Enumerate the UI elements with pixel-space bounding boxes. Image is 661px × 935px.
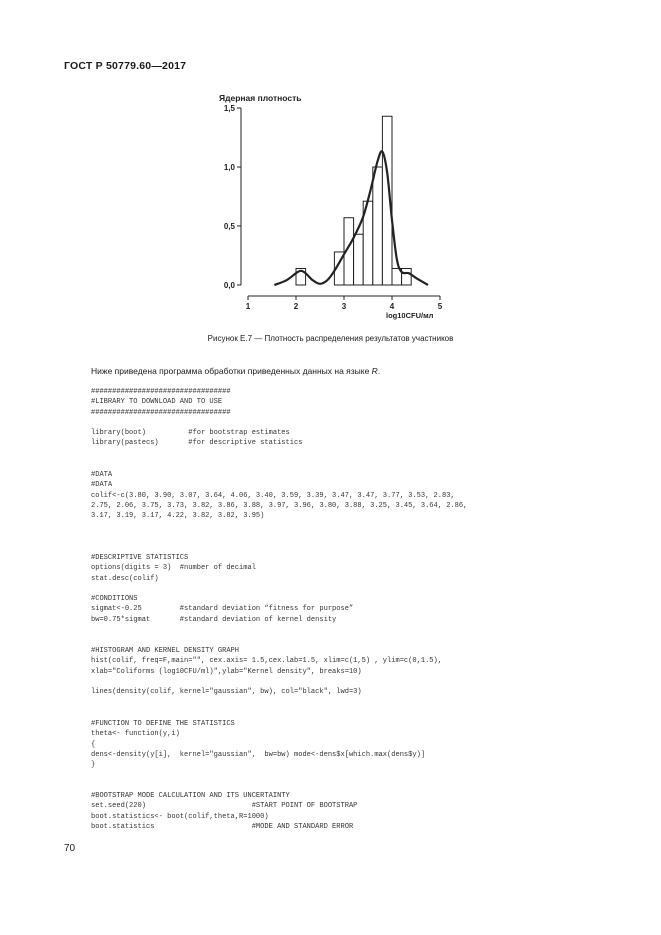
intro-end: . [377,366,381,376]
code-line: #BOOTSTRAP MODE CALCULATION AND ITS UNCERTAINTY [91,792,290,800]
code-line: sigmat<-0.25 #standard deviation “fitness for purpose” [91,605,354,614]
code-line: } [91,761,96,770]
code-block [91,646,442,697]
x-tick-label: 4 [389,302,395,311]
y-tick-label: 1,5 [223,104,235,113]
code-line: bw=0.75*sigmat #standard deviation of kernel density [91,615,337,624]
code-line: boot.statistics<- boot(colif,theta,R=1000) [91,812,269,821]
histogram-bar [373,167,383,285]
code-line [91,677,442,687]
y-tick-label: 0,0 [223,281,235,290]
code-line: #HISTOGRAM AND KERNEL DENSITY GRAPH [91,647,240,655]
code-line: 2.75, 2.06, 3.75, 3.73, 3.82, 3.86, 3.88, 3.97, 3.96, 3.80, 3.88, 3.25, 3.45, 3.64, 2.86, [91,501,468,510]
code-line: #CONDITIONS [91,595,138,604]
code-line: #DATA [91,481,113,490]
code-block [91,387,302,449]
code-block [91,719,425,770]
code-line: hist(colif, freq=F,main="", cex.axis= 1.5,cex.lab=1.5, xlim=c(1,5) , ylim=c(0,1.5), [91,657,442,666]
code-line [91,418,302,428]
code-block [91,791,357,832]
document-header: ГОСТ Р 50779.60—2017 [64,60,187,72]
code-line: library(boot) #for bootstrap estimates [91,429,290,438]
code-line: options(digits = 3) #number of decimal [91,564,256,573]
y-tick-label: 1,0 [223,163,235,172]
code-line: boot.statistics #MODE AND STANDARD ERROR [91,822,354,831]
language-name: R [371,366,378,376]
y-tick-label: 0,5 [223,222,235,231]
intro-paragraph [91,366,380,376]
code-line: { [91,740,96,749]
kernel-density-chart [210,88,450,323]
intro-text: Ниже приведена программа обработки приведенных данных на языке [91,366,372,376]
code-line: #LIBRARY TO DOWNLOAD AND TO USE [91,398,223,407]
histogram-bar [354,234,364,285]
x-tick-label: 2 [293,302,299,311]
code-line: xlab="Coliforms (log10CFU/ml)",ylab="Kernel density", breaks=10) [91,667,362,676]
code-line: dens<-density(y[i], kernel="gaussian", bw=bw) mode<-dens$x[which.max(dens$y)] [91,750,426,759]
code-line: 3.17, 3.19, 3.17, 4.22, 3.82, 3.82, 3.95) [91,512,265,521]
chart-title: Ядерная плотность [219,93,302,103]
code-line: #DATA [91,471,113,479]
code-block [91,553,353,625]
figure-caption: Рисунок Е.7 — Плотность распределения результатов участников [207,334,454,343]
code-line: stat.desc(colif) [91,574,159,583]
code-line: #FUNCTION TO DEFINE THE STATISTICS [91,720,235,728]
code-line: set.seed(220) #START POINT OF BOOTSTRAP [91,802,358,811]
code-line: theta<- function(y,i) [91,730,180,739]
histogram-bar [402,268,412,285]
x-axis-label: log10CFU/мл [386,311,434,320]
x-tick-label: 5 [437,302,443,311]
code-line: ################################# [91,408,231,417]
x-tick-label: 3 [341,302,347,311]
x-tick-label: 1 [245,302,251,311]
code-line [91,584,353,594]
code-line: colif<-c(3.80, 3.90, 3.07, 3.64, 4.06, 3.40, 3.59, 3.39, 3.47, 3.47, 3.77, 3.53, 2.83, [91,491,455,500]
code-line: #DESCRIPTIVE STATISTICS [91,554,189,562]
page-number: 70 [64,843,76,854]
code-line: library(pastecs) #for descriptive statistics [91,439,303,448]
code-line: ################################# [91,388,231,396]
code-block [91,470,467,521]
code-line: lines(density(colif, kernel="gaussian", bw), col="black", lwd=3) [91,688,362,697]
